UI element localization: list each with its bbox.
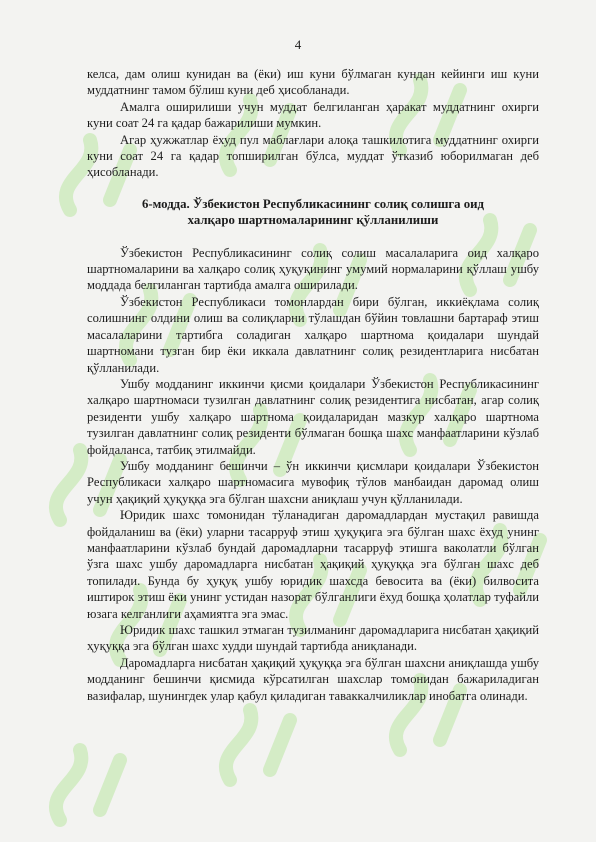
- paragraph: Юридик шахс ташкил этмаган тузилманинг даромадларига нисбатан ҳақиқий ҳуқуққа эга бўлган шахс худди шундай тартибда аниқланади.: [87, 623, 539, 654]
- watermark-stroke: [226, 710, 290, 780]
- paragraph: Даромадларга нисбатан ҳақиқий ҳуқуққа эга бўлган шахсни аниқлашда ушбу модданинг бешинчи қисмида кўрсатилган шахслар томонидан бажариладиган вазифалар, шунингдек улар қабул қиладиган таваккалчиликлар инобатга олинади.: [87, 655, 539, 703]
- page-number: 4: [294, 37, 302, 52]
- article-title: [87, 196, 539, 229]
- paragraph: Амалга оширилиши учун муддат белгиланган ҳаракат муддатнинг охирги куни соат 24 га қадар бажарилиши мумкин.: [87, 99, 539, 131]
- paragraph: Юридик шахс томонидан тўланадиган даромадлардан мустақил равишда фойдаланиш ва (ёки) уларни тасарруф этиш ҳуқуқига эга бўлган шахс ёхуд унинг манфаатларини кўзлаб бундай даромадларни тасарруф этишга ваколатли бўлган ўзга шахс ушбу даромадларга нисбатан ҳақиқий ҳуқуққа эга бўлган шахс деб топилади. Бунда бу ҳуқуқ ушбу юридик шахсда бевосита ва (ёки) билвосита иштирок этиш ёки унинг устидан назорат бўлганлиги ёхуд бошқа ҳолатлар туфайли юзага келганлиги аҳамиятга эга эмас.: [87, 508, 539, 621]
- article-title-line: халқаро шартномаларининг қўлланилиши: [187, 213, 439, 228]
- watermark-stroke: [56, 750, 120, 820]
- paragraph: келса, дам олиш кунидан ва (ёки) иш куни бўлмаган кундан кейинги иш куни муддатнинг тамом бўлиш куни деб ҳисобланади.: [87, 67, 539, 98]
- article-title-line: 6-модда. Ўзбекистон Республикасининг солиқ солишга оид: [141, 196, 485, 211]
- paragraph: Ўзбекистон Республикаси томонлардан бири бўлган, иккиёқлама солиқ солишнинг олдини олиш ва солиқларни тўлашдан бўйин товлашни бартараф этиш масалаларини тартибга соладиган халқаро шартнома қоидалари шундай шартномани тузган бир ёки иккала давлатнинг солиқ резидентларига нисбатан қўлланилади.: [87, 294, 539, 375]
- paragraph: Агар ҳужжатлар ёхуд пул маблағлари алоқа ташкилотига муддатнинг охирги куни соат 24 га қадар топширилган бўлса, муддат ўтказиб юборилмаган деб ҳисобланади.: [87, 132, 539, 180]
- paragraph: Ўзбекистон Республикасининг солиқ солиш масалаларига оид халқаро шартномаларини ва халқаро солиқ ҳуқуқининг умумий нормаларини қўллаш ушбу моддада белгиланган тартибда амалга оширилади.: [87, 245, 539, 293]
- paragraph: Ушбу модданинг бешинчи – ўн иккинчи қисмлари қоидалари Ўзбекистон Республикаси халқаро шартномасига мувофиқ тўлов манбаидан даромад олиш учун ҳақиқий ҳуқуққа эга бўлган шахсни аниқлаш учун қўлланилади.: [87, 458, 539, 506]
- paragraph: Ушбу модданинг иккинчи қисми қоидалари Ўзбекистон Республикасининг халқаро шартномаси тузилган давлатнинг солиқ резидентига нисбатан, агар солиқ резиденти ушбу халқаро шартнома қоидаларидан мазкур халқаро шартнома тузилган давлатнинг солиқ резиденти бўлмаган бошқа шахс манфаатларини кўзлаб фойдаланса, татбиқ этилмайди.: [87, 376, 539, 457]
- document-body: [87, 66, 539, 704]
